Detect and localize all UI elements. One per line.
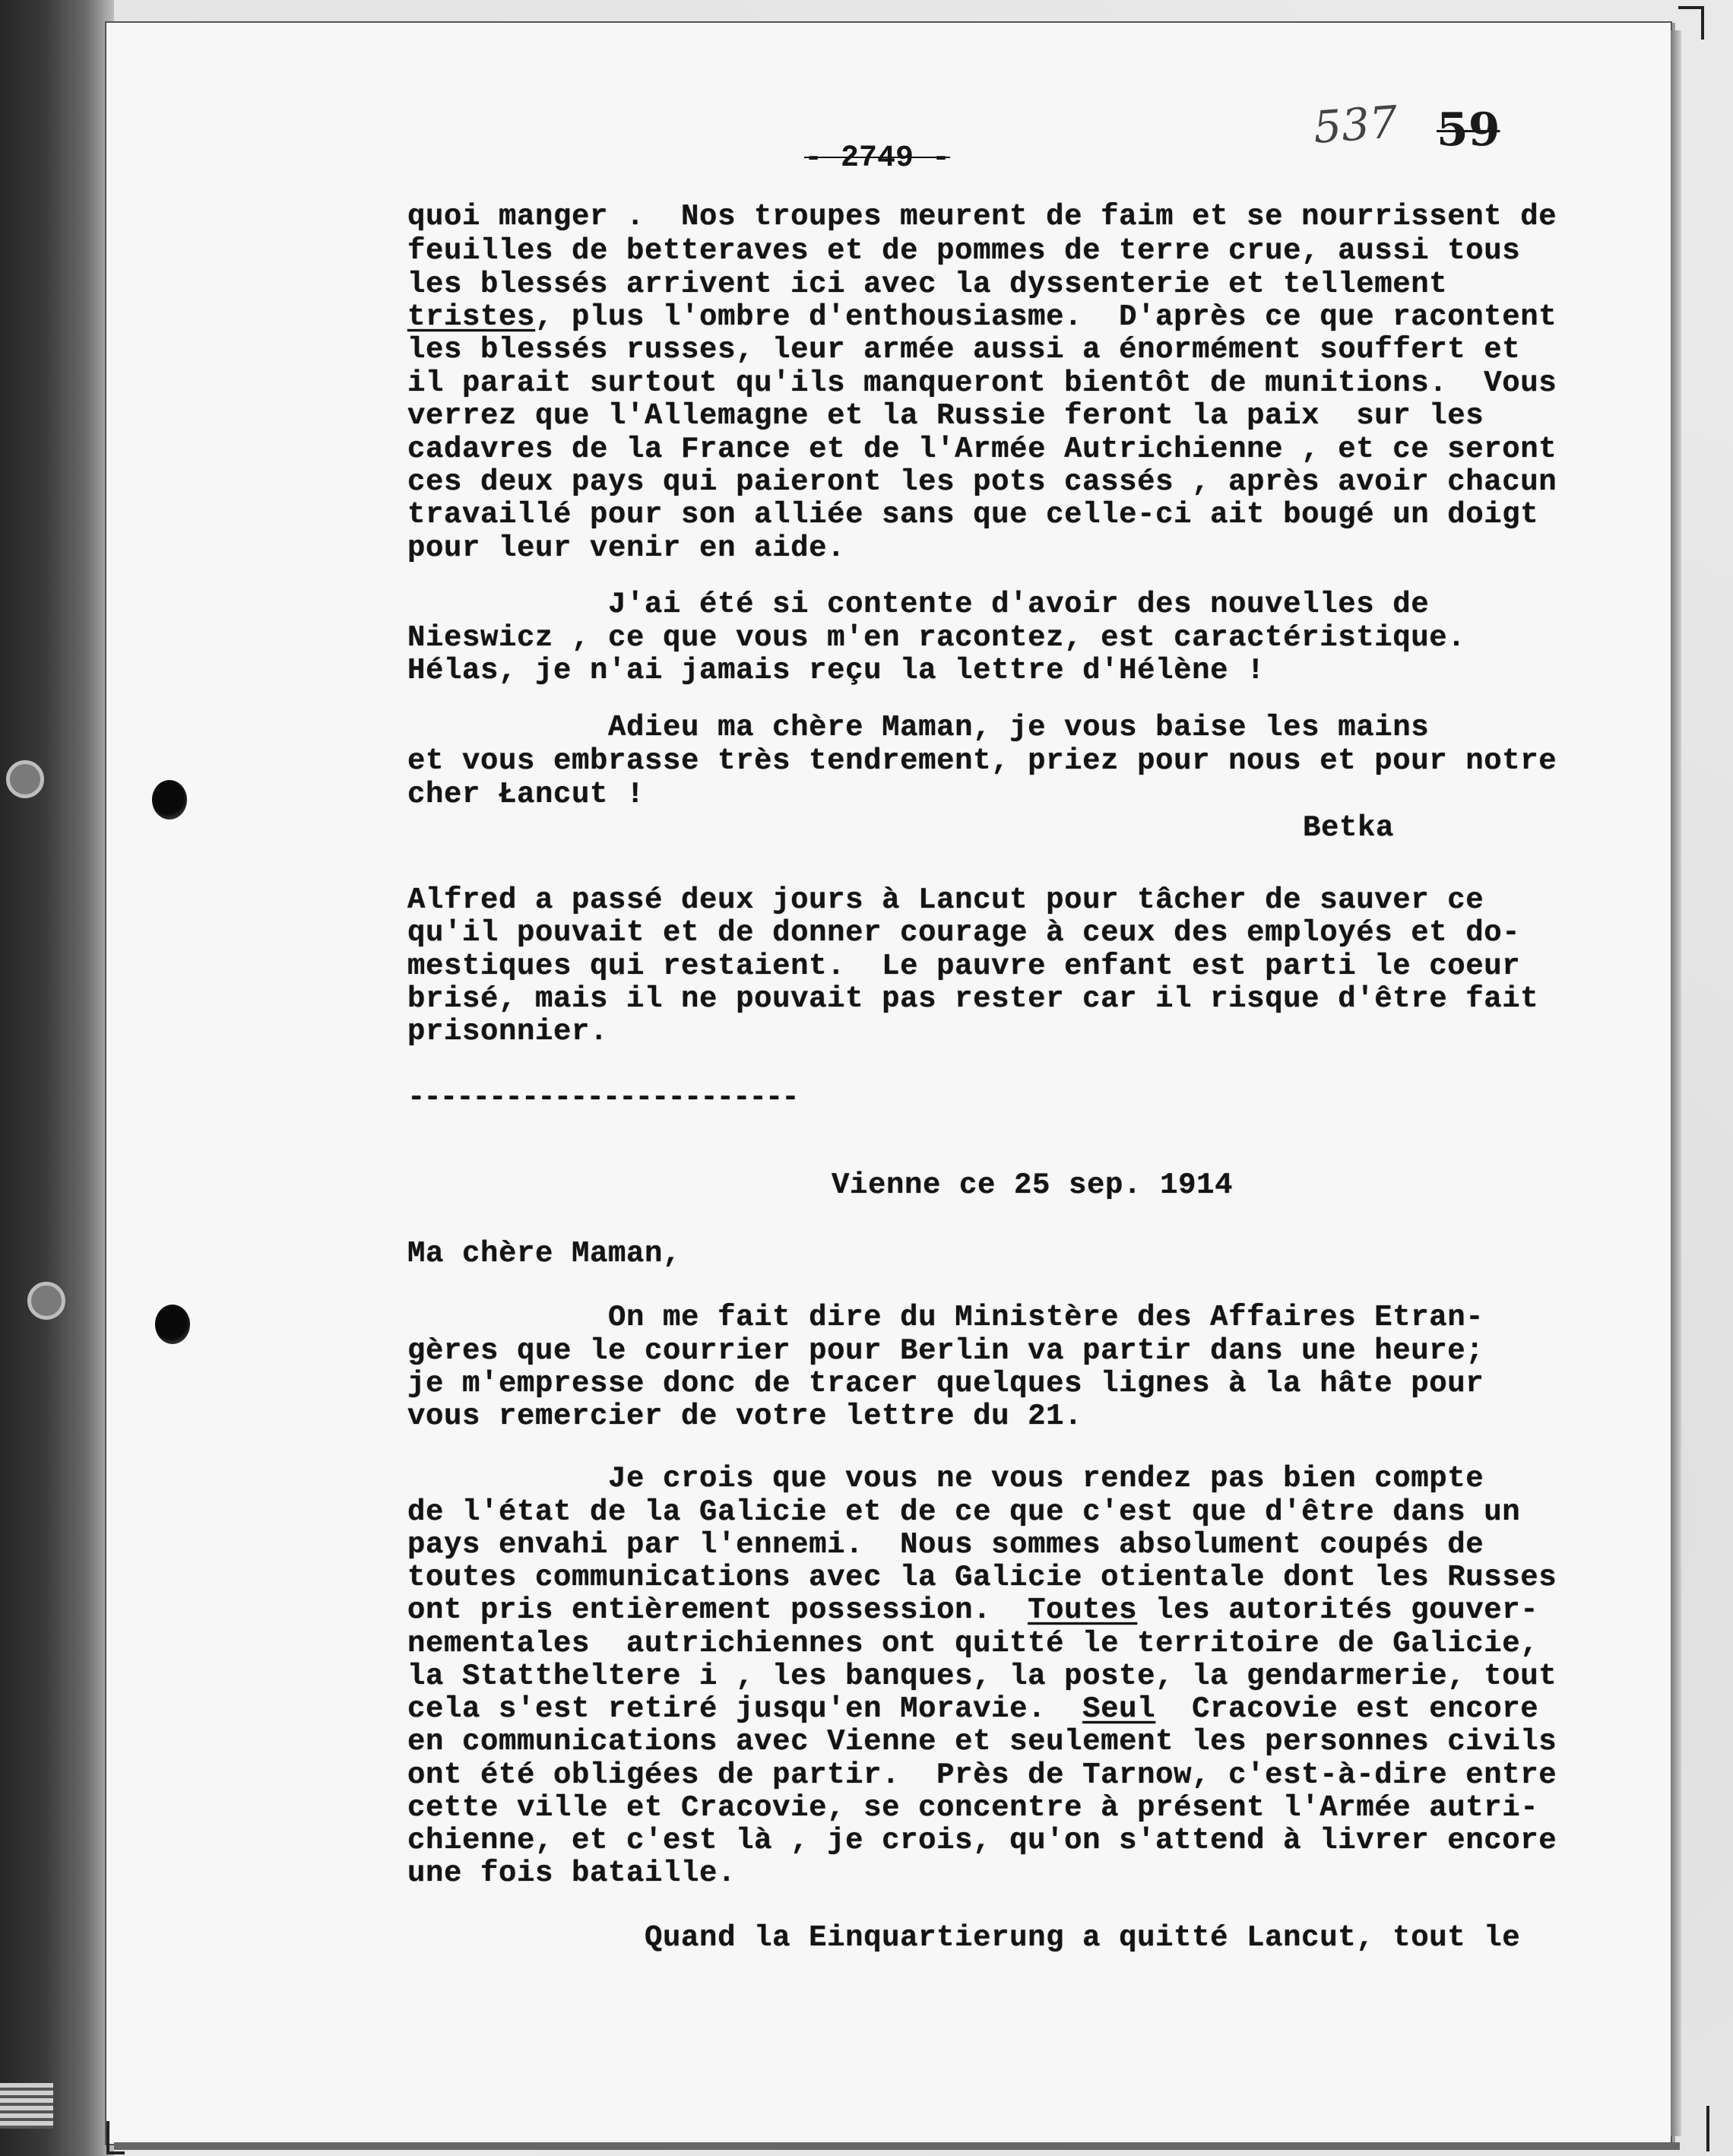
text-line: cher Łancut ! bbox=[407, 778, 645, 811]
text-line: Alfred a passé deux jours à Lancut pour tâcher de sauver ce bbox=[407, 883, 1484, 917]
crop-mark-bottom-left bbox=[106, 2121, 125, 2154]
text-line: nementales autrichiennes ont quitté le territoire de Galicie, bbox=[407, 1627, 1539, 1660]
dateline: Vienne ce 25 sep. 1914 bbox=[832, 1168, 1234, 1202]
binder-ring bbox=[27, 1282, 65, 1320]
text-line: les blessés arrivent ici avec la dyssenterie et tellement bbox=[407, 268, 1448, 301]
text-line: Quand la Einquartierung a quitté Lancut, tout le bbox=[407, 1921, 1521, 1955]
text-line: et vous embrasse très tendrement, priez pour nous et pour notre bbox=[407, 744, 1557, 778]
text-line: les blessés russes, leur armée aussi a énormément souffert et bbox=[407, 333, 1521, 366]
text-line bbox=[407, 1692, 1539, 1726]
underlined-word: Toutes bbox=[1028, 1593, 1138, 1627]
page-edge-right bbox=[1671, 30, 1681, 2136]
text-line: cadavres de la France et de l'Armée Autrichienne , et ce seront bbox=[407, 433, 1557, 466]
text-line: pays envahi par l'ennemi. Nous sommes absolument coupés de bbox=[407, 1528, 1484, 1562]
text-line: chienne, et c'est là , je crois, qu'on s'attend à livrer encore bbox=[407, 1824, 1557, 1857]
text-line: brisé, mais il ne pouvait pas rester car il risque d'être fait bbox=[407, 982, 1539, 1016]
text-line: une fois bataille. bbox=[407, 1856, 737, 1890]
folio-handwritten: 537 bbox=[1311, 96, 1399, 154]
text-line: On me fait dire du Ministère des Affaires Etran- bbox=[407, 1301, 1484, 1334]
text-line: je m'empresse donc de tracer quelques lignes à la hâte pour bbox=[407, 1367, 1484, 1400]
text-line bbox=[407, 1593, 1539, 1627]
text-segment: , plus l'ombre d'enthousiasme. D'après ce que racontent bbox=[535, 300, 1557, 334]
binder-ring bbox=[6, 760, 44, 798]
crop-mark-bottom-right bbox=[1706, 2106, 1709, 2151]
punch-hole bbox=[152, 780, 187, 820]
text-line: quoi manger . Nos troupes meurent de faim et se nourrissent de bbox=[407, 200, 1557, 233]
separator-rule: ------------------------ bbox=[407, 1081, 798, 1114]
text-line: la Stattheltere i , les banques, la poste, la gendarmerie, tout bbox=[407, 1660, 1557, 1693]
text-line: Je crois que vous ne vous rendez pas bien compte bbox=[407, 1462, 1484, 1495]
punch-hole bbox=[155, 1305, 190, 1344]
text-segment: cela s'est retiré jusqu'en Moravie. bbox=[407, 1692, 1083, 1726]
signature: Betka bbox=[1303, 811, 1395, 845]
underlined-word: tristes bbox=[407, 300, 536, 334]
text-line: Adieu ma chère Maman, je vous baise les mains bbox=[407, 711, 1430, 744]
binding-edge bbox=[0, 0, 114, 2156]
text-segment: ont pris entièrement possession. bbox=[407, 1593, 1028, 1627]
text-line: de l'état de la Galicie et de ce que c'est que d'être dans un bbox=[407, 1495, 1521, 1529]
text-line: gères que le courrier pour Berlin va partir dans une heure; bbox=[407, 1334, 1484, 1368]
underlined-word: Seul bbox=[1082, 1692, 1156, 1726]
text-line: cette ville et Cracovie, se concentre à présent l'Armée autri- bbox=[407, 1791, 1539, 1825]
crop-mark-top-right bbox=[1678, 6, 1704, 40]
text-line: feuilles de betteraves et de pommes de terre crue, aussi tous bbox=[407, 234, 1521, 268]
text-line: verrez que l'Allemagne et la Russie feront la paix sur les bbox=[407, 399, 1484, 433]
page-edge-bottom bbox=[114, 2142, 1680, 2150]
text-line: toutes communications avec la Galicie otientale dont les Russes bbox=[407, 1561, 1557, 1594]
page-number: - 2749 - bbox=[804, 141, 951, 176]
salutation: Ma chère Maman, bbox=[407, 1237, 682, 1270]
text-line: J'ai été si contente d'avoir des nouvelles de bbox=[407, 588, 1430, 621]
text-line: prisonnier. bbox=[407, 1015, 609, 1048]
text-segment: les autorités gouver- bbox=[1137, 1593, 1539, 1627]
text-line: travaillé pour son alliée sans que celle-ci ait bougé un doigt bbox=[407, 498, 1539, 531]
folio-stamp: 59 bbox=[1437, 103, 1500, 157]
binder-ring-bottom bbox=[0, 2083, 53, 2129]
text-line bbox=[407, 300, 1557, 334]
text-line: vous remercier de votre lettre du 21. bbox=[407, 1400, 1083, 1433]
text-line: Nieswicz , ce que vous m'en racontez, est caractéristique. bbox=[407, 621, 1466, 655]
text-line: qu'il pouvait et de donner courage à ceux des employés et do- bbox=[407, 916, 1521, 950]
text-line: il parait surtout qu'ils manqueront bientôt de munitions. Vous bbox=[407, 366, 1557, 400]
text-line: pour leur venir en aide. bbox=[407, 531, 846, 565]
text-line: en communications avec Vienne et seulement les personnes civils bbox=[407, 1725, 1557, 1758]
text-segment: Cracovie est encore bbox=[1155, 1692, 1539, 1726]
text-line: Hélas, je n'ai jamais reçu la lettre d'Hélène ! bbox=[407, 654, 1266, 687]
text-line: mestiques qui restaient. Le pauvre enfant est parti le coeur bbox=[407, 950, 1521, 983]
text-line: ont été obligées de partir. Près de Tarnow, c'est-à-dire entre bbox=[407, 1758, 1557, 1792]
text-line: ces deux pays qui paieront les pots cassés , après avoir chacun bbox=[407, 465, 1557, 499]
